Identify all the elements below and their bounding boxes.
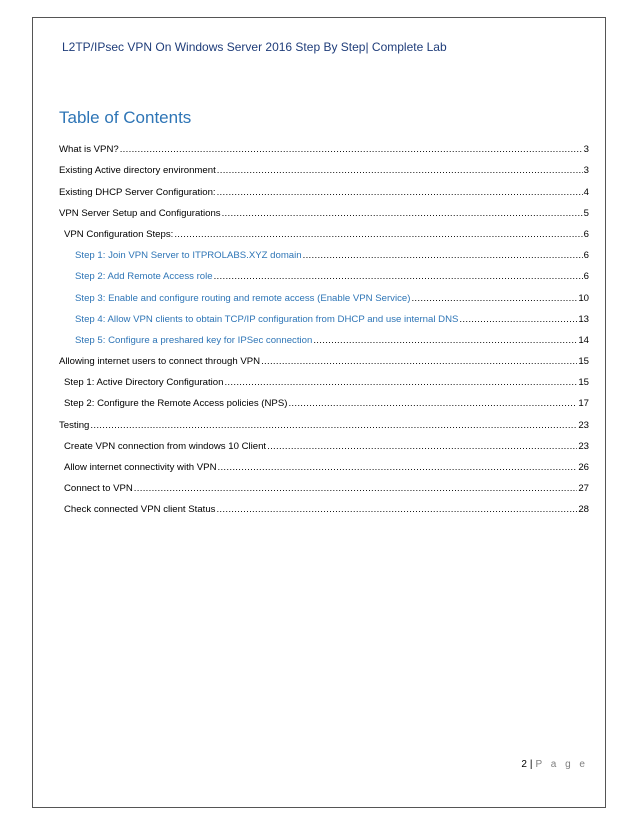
toc-entry-text[interactable]: Connect to VPN <box>64 483 133 495</box>
toc-entry-text[interactable]: Step 1: Active Directory Configuration <box>64 377 224 389</box>
toc-entry-text[interactable]: Step 3: Enable and configure routing and remote access (Enable VPN Service) <box>75 292 411 304</box>
toc-entry-page[interactable]: 15 <box>578 377 589 389</box>
toc-leader-dots <box>267 441 577 452</box>
toc-entry-page[interactable]: 27 <box>578 483 589 495</box>
toc-leader-dots <box>459 314 577 325</box>
page-footer <box>521 759 588 770</box>
toc-leader-dots <box>222 208 583 219</box>
toc-entry[interactable] <box>59 388 589 409</box>
toc-entry-text[interactable]: VPN Server Setup and Configurations <box>59 207 221 219</box>
toc-leader-dots <box>303 250 583 261</box>
toc-entry[interactable] <box>59 494 589 515</box>
toc-entry[interactable] <box>59 473 589 494</box>
toc-entry[interactable] <box>59 452 589 473</box>
toc-entry-text[interactable]: Check connected VPN client Status <box>64 504 216 516</box>
toc-entry-page[interactable]: 10 <box>578 292 589 304</box>
toc-leader-dots <box>90 420 577 431</box>
toc-entry-page[interactable]: 4 <box>583 186 589 198</box>
toc-entry-page[interactable]: 3 <box>583 144 589 156</box>
toc-entry-page[interactable]: 6 <box>583 250 589 262</box>
toc-entry[interactable] <box>59 325 589 346</box>
toc-entry-page[interactable]: 6 <box>583 271 589 283</box>
toc-entry[interactable] <box>59 198 589 219</box>
toc-entry-page[interactable]: 3 <box>583 165 589 177</box>
toc-entry-page[interactable]: 28 <box>578 504 589 516</box>
toc-entry-text[interactable]: Allowing internet users to connect through VPN <box>59 356 261 368</box>
toc-entry[interactable] <box>59 219 589 240</box>
toc-leader-dots <box>261 356 577 367</box>
toc-entry[interactable] <box>59 282 589 303</box>
toc-leader-dots <box>174 229 582 240</box>
toc-entry-text[interactable]: What is VPN? <box>59 144 119 156</box>
toc-entry[interactable] <box>59 155 589 176</box>
toc-leader-dots <box>216 504 577 515</box>
toc-entry-page[interactable]: 13 <box>578 313 589 325</box>
toc-leader-dots <box>411 293 577 304</box>
toc-entry-text[interactable]: Step 1: Join VPN Server to ITPROLABS.XYZ domain <box>75 250 302 262</box>
toc-entry[interactable] <box>59 134 589 155</box>
toc-entry[interactable] <box>59 240 589 261</box>
toc-entry-text[interactable]: Create VPN connection from windows 10 Client <box>64 440 267 452</box>
toc-leader-dots <box>224 377 577 388</box>
toc-entry-text[interactable]: Existing DHCP Server Configuration: <box>59 186 216 198</box>
toc-leader-dots <box>214 271 583 282</box>
toc-entry-text[interactable]: Step 2: Configure the Remote Access policies (NPS) <box>64 398 288 410</box>
toc-entry-text[interactable]: Step 2: Add Remote Access role <box>75 271 213 283</box>
toc-title: Table of Contents <box>59 108 192 127</box>
footer-page-number: 2 <box>521 759 527 770</box>
toc-entry[interactable] <box>59 367 589 388</box>
toc-entry-text[interactable]: Testing <box>59 419 90 431</box>
toc-entry-page[interactable]: 17 <box>578 398 589 410</box>
toc-entry-page[interactable]: 14 <box>578 334 589 346</box>
toc-leader-dots <box>217 187 583 198</box>
toc-entry-text[interactable]: VPN Configuration Steps: <box>64 228 174 240</box>
toc-leader-dots <box>217 165 583 176</box>
toc-entry-page[interactable]: 26 <box>578 462 589 473</box>
toc-entry-page[interactable]: 23 <box>578 419 589 431</box>
toc-entry-page[interactable]: 15 <box>578 356 589 368</box>
toc-leader-dots <box>313 335 577 346</box>
toc-entry-text[interactable]: Existing Active directory environment <box>59 165 216 177</box>
footer-page-label: P a g e <box>535 759 588 770</box>
toc-leader-dots <box>134 483 578 494</box>
toc-entry[interactable] <box>59 431 589 452</box>
table-of-contents <box>59 134 589 515</box>
toc-leader-dots <box>120 144 583 155</box>
page-header: L2TP/IPsec VPN On Windows Server 2016 Step By Step| Complete Lab <box>62 40 447 54</box>
footer-separator: | <box>529 759 533 770</box>
toc-entry-text[interactable]: Step 4: Allow VPN clients to obtain TCP/IP configuration from DHCP and use internal DNS <box>75 313 459 325</box>
toc-leader-dots <box>218 462 578 473</box>
toc-entry-page[interactable]: 6 <box>583 228 589 240</box>
toc-entry[interactable] <box>59 409 589 430</box>
toc-entry-page[interactable]: 5 <box>583 207 589 219</box>
toc-entry[interactable] <box>59 346 589 367</box>
toc-entry[interactable] <box>59 304 589 325</box>
toc-leader-dots <box>288 398 577 409</box>
toc-entry-page[interactable]: 23 <box>578 440 589 452</box>
toc-entry-text[interactable]: Allow internet connectivity with VPN <box>64 462 217 473</box>
toc-entry-text[interactable]: Step 5: Configure a preshared key for IPSec connection <box>75 334 313 346</box>
toc-entry[interactable] <box>59 261 589 282</box>
toc-entry[interactable] <box>59 176 589 197</box>
